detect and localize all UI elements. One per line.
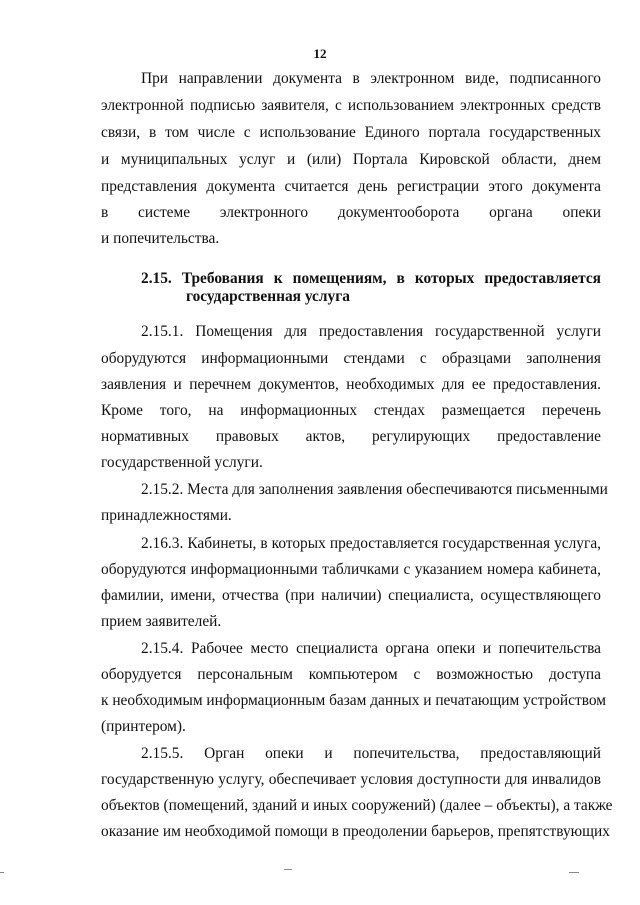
scan-speck bbox=[0, 872, 4, 873]
text-line: При направлении документа в электронном виде, подписанного bbox=[141, 70, 601, 87]
text-line: государственной услуги. bbox=[101, 454, 263, 471]
text-line: связи, в том числе с использование Единого портала государственных bbox=[101, 124, 601, 141]
text-line: принадлежностями. bbox=[101, 507, 232, 524]
text-line: оборудуются информационными табличками с указанием номера кабинета, bbox=[101, 561, 601, 578]
section-title-line-2: государственная услуга bbox=[186, 288, 350, 305]
text-line: и муниципальных услуг и (или) Портала Кировской области, днем bbox=[101, 151, 601, 168]
text-line: оборудуются информационными стендами с образцами заполнения bbox=[101, 350, 601, 367]
text-line: 2.16.3. Кабинеты, в которых предоставляется государственная услуга, bbox=[141, 535, 601, 552]
text-line: 2.15.1. Помещения для предоставления государственной услуги bbox=[141, 323, 601, 340]
text-line: в системе электронного документооборота органа опеки bbox=[101, 204, 601, 221]
text-line: государственную услугу, обеспечивает условия доступности для инвалидов bbox=[101, 771, 601, 788]
text-line: прием заявителей. bbox=[101, 613, 222, 630]
text-line: объектов (помещений, зданий и иных сооружений) (далее – объекты), а также bbox=[101, 797, 613, 814]
text-line: 2.15.5. Орган опеки и попечительства, предоставляющий bbox=[141, 745, 601, 762]
text-line: оказание им необходимой помощи в преодолении барьеров, препятствующих bbox=[101, 823, 610, 840]
text-line: электронной подписью заявителя, с использованием электронных средств bbox=[101, 97, 601, 114]
section-heading-line-1 bbox=[141, 270, 601, 288]
text-line: оборудуется персональным компьютером с возможностью доступа bbox=[101, 666, 601, 683]
text-line: нормативных правовых актов, регулирующих предоставление bbox=[101, 428, 601, 445]
scan-speck bbox=[284, 869, 292, 870]
text-line: фамилии, имени, отчества (при наличии) специалиста, осуществляющего bbox=[101, 587, 601, 604]
text-line: (принтером). bbox=[101, 718, 186, 735]
text-line: заявления и перечнем документов, необходимых для ее предоставления. bbox=[101, 376, 601, 393]
text-line: 2.15.2. Места для заполнения заявления обеспечиваются письменными bbox=[141, 481, 608, 498]
text-line: Кроме того, на информационных стендах размещается перечень bbox=[101, 402, 601, 419]
text-line: 2.15.4. Рабочее место специалиста органа опеки и попечительства bbox=[141, 640, 601, 657]
text-line: и попечительства. bbox=[101, 230, 220, 247]
section-title-line-1: Требования к помещениям, в которых предоставляется bbox=[181, 270, 601, 287]
scan-speck bbox=[569, 872, 579, 873]
text-line: представления документа считается день регистрации этого документа bbox=[101, 178, 601, 195]
text-line: к необходимым информационным базам данных и печатающим устройством bbox=[101, 692, 607, 709]
section-number: 2.15. bbox=[141, 270, 172, 287]
page-number: 12 bbox=[313, 46, 327, 61]
